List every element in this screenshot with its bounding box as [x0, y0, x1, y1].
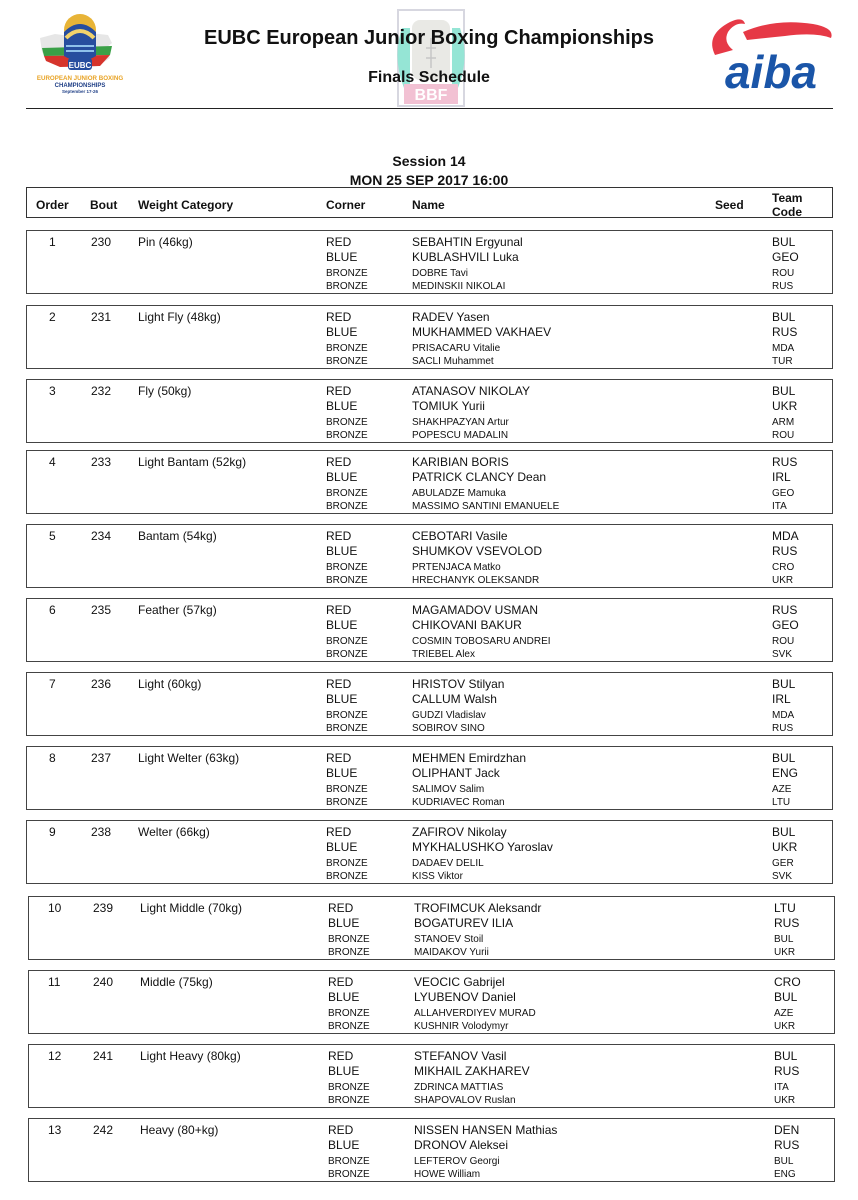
boxer-name-bronze: SOBIROV SINO	[412, 723, 485, 734]
bout-order: 9	[49, 825, 56, 839]
corner-blue: BLUE	[326, 470, 358, 484]
team-code-red: BUL	[772, 751, 796, 765]
boxer-name-bronze: SHAPOVALOV Ruslan	[414, 1095, 516, 1106]
boxer-name-bronze: KUSHNIR Volodymyr	[414, 1021, 509, 1032]
team-code-blue: GEO	[772, 618, 799, 632]
boxer-name-bronze: STANOEV Stoil	[414, 934, 484, 945]
bout-order: 4	[49, 455, 56, 469]
team-code-bronze: SVK	[772, 871, 793, 882]
boxer-name-blue: MIKHAIL ZAKHAREV	[414, 1064, 530, 1078]
corner-bronze: BRONZE	[328, 1156, 370, 1167]
boxer-name-red: NISSEN HANSEN Mathias	[414, 1123, 558, 1137]
corner-red: RED	[328, 975, 354, 989]
boxer-name-blue: BOGATUREV ILIA	[414, 916, 514, 930]
bout-number: 239	[93, 901, 114, 915]
boxer-name-bronze: SACLI Muhammet	[412, 356, 494, 367]
boxer-name-red: KARIBIAN BORIS	[412, 455, 509, 469]
boxer-name-red: RADEV Yasen	[412, 310, 490, 324]
corner-blue: BLUE	[326, 399, 358, 413]
team-code-bronze: MDA	[772, 710, 795, 721]
team-code-bronze: ARM	[772, 417, 795, 428]
boxer-name-red: STEFANOV Vasil	[414, 1049, 507, 1063]
boxer-name-blue: MYKHALUSHKO Yaroslav	[412, 840, 553, 854]
corner-blue: BLUE	[326, 250, 358, 264]
corner-blue: BLUE	[328, 1138, 360, 1152]
team-code-blue: BUL	[774, 990, 798, 1004]
bout-number: 231	[91, 310, 112, 324]
corner-bronze: BRONZE	[326, 797, 368, 808]
bout-row	[28, 970, 835, 1034]
corner-bronze: BRONZE	[328, 1008, 370, 1019]
corner-blue: BLUE	[328, 990, 360, 1004]
team-code-bronze: UKR	[774, 1095, 796, 1106]
boxer-name-red: MAGAMADOV USMAN	[412, 603, 539, 617]
boxer-name-bronze: POPESCU MADALIN	[412, 430, 509, 441]
boxer-name-blue: CALLUM Walsh	[412, 692, 497, 706]
weight-category: Pin (46kg)	[138, 235, 193, 249]
corner-red: RED	[326, 235, 352, 249]
boxer-name-bronze: DOBRE Tavi	[412, 268, 468, 279]
corner-bronze: BRONZE	[326, 501, 368, 512]
corner-bronze: BRONZE	[326, 430, 368, 441]
team-code-bronze: ITA	[772, 501, 787, 512]
bout-row	[26, 450, 833, 514]
corner-bronze: BRONZE	[326, 343, 368, 354]
boxer-name-bronze: MEDINSKII NIKOLAI	[412, 281, 506, 292]
bout-order: 8	[49, 751, 56, 765]
team-code-bronze: AZE	[774, 1008, 794, 1019]
corner-red: RED	[326, 751, 352, 765]
team-code-bronze: SVK	[772, 649, 793, 660]
bout-number: 230	[91, 235, 112, 249]
bout-number: 235	[91, 603, 112, 617]
boxer-name-red: SEBAHTIN Ergyunal	[412, 235, 523, 249]
bout-row	[26, 524, 833, 588]
boxer-name-bronze: GUDZI Vladislav	[412, 710, 486, 721]
corner-red: RED	[326, 455, 352, 469]
team-code-bronze: LTU	[772, 797, 791, 808]
team-code-bronze: GER	[772, 858, 794, 869]
corner-bronze: BRONZE	[326, 488, 368, 499]
column-header-row	[26, 187, 833, 218]
team-code-blue: IRL	[772, 470, 791, 484]
corner-blue: BLUE	[326, 325, 358, 339]
weight-category: Heavy (80+kg)	[140, 1123, 219, 1137]
boxer-name-blue: CHIKOVANI BAKUR	[412, 618, 522, 632]
boxer-name-blue: DRONOV Aleksei	[414, 1138, 509, 1152]
corner-bronze: BRONZE	[326, 268, 368, 279]
weight-category: Light Bantam (52kg)	[138, 455, 247, 469]
boxer-name-red: TROFIMCUK Aleksandr	[414, 901, 542, 915]
column-header-bout: Bout	[90, 198, 118, 212]
boxer-name-red: HRISTOV Stilyan	[412, 677, 505, 691]
column-header-order: Order	[36, 198, 69, 212]
boxer-name-bronze: SALIMOV Salim	[412, 784, 485, 795]
team-code-blue: ENG	[772, 766, 799, 780]
boxer-name-red: VEOCIC Gabrijel	[414, 975, 505, 989]
corner-bronze: BRONZE	[326, 649, 368, 660]
column-header-name: Name	[412, 198, 445, 212]
boxer-name-bronze: MAIDAKOV Yurii	[414, 947, 489, 958]
corner-red: RED	[326, 529, 352, 543]
corner-blue: BLUE	[326, 766, 358, 780]
bout-order: 5	[49, 529, 56, 543]
team-code-red: BUL	[772, 825, 796, 839]
bout-row	[28, 1118, 835, 1182]
document-subtitle: Finals Schedule	[368, 69, 490, 86]
boxer-name-blue: MUKHAMMED VAKHAEV	[412, 325, 552, 339]
bout-row	[28, 896, 835, 960]
boxer-name-bronze: LEFTEROV Georgi	[414, 1156, 500, 1167]
bout-row	[28, 1044, 835, 1108]
boxer-name-bronze: ALLAHVERDIYEV MURAD	[414, 1008, 536, 1019]
bout-row	[26, 305, 833, 369]
boxer-name-bronze: SHAKHPAZYAN Artur	[412, 417, 509, 428]
column-header-code: Code	[772, 205, 802, 219]
team-code-red: BUL	[774, 1049, 798, 1063]
team-code-bronze: GEO	[772, 488, 795, 499]
team-code-red: BUL	[772, 310, 796, 324]
corner-red: RED	[326, 603, 352, 617]
boxer-name-bronze: COSMIN TOBOSARU ANDREI	[412, 636, 551, 647]
team-code-red: RUS	[772, 455, 798, 469]
team-code-bronze: UKR	[774, 1021, 796, 1032]
boxer-name-blue: SHUMKOV VSEVOLOD	[412, 544, 543, 558]
column-header-seed: Seed	[715, 198, 744, 212]
boxer-name-red: ATANASOV NIKOLAY	[412, 384, 531, 398]
bout-order: 10	[48, 901, 62, 915]
corner-blue: BLUE	[328, 1064, 360, 1078]
weight-category: Fly (50kg)	[138, 384, 192, 398]
corner-blue: BLUE	[326, 544, 358, 558]
boxer-name-bronze: HRECHANYK OLEKSANDR	[412, 575, 540, 586]
corner-blue: BLUE	[326, 840, 358, 854]
corner-bronze: BRONZE	[326, 871, 368, 882]
corner-red: RED	[328, 901, 354, 915]
corner-bronze: BRONZE	[326, 417, 368, 428]
weight-category: Light Heavy (80kg)	[140, 1049, 241, 1063]
corner-bronze: BRONZE	[328, 1095, 370, 1106]
corner-bronze: BRONZE	[326, 636, 368, 647]
team-code-blue: UKR	[772, 840, 798, 854]
boxer-name-bronze: PRISACARU Vitalie	[412, 343, 501, 354]
team-code-blue: RUS	[774, 916, 800, 930]
bout-row	[26, 230, 833, 294]
svg-text:CHAMPIONSHIPS: CHAMPIONSHIPS	[54, 83, 106, 89]
team-code-bronze: RUS	[772, 723, 794, 734]
team-code-bronze: BUL	[774, 934, 794, 945]
team-code-bronze: ITA	[774, 1082, 789, 1093]
team-code-bronze: UKR	[772, 575, 794, 586]
svg-text:EUBC: EUBC	[68, 61, 92, 70]
svg-text:BBF: BBF	[414, 87, 448, 104]
corner-red: RED	[326, 825, 352, 839]
team-code-red: DEN	[774, 1123, 800, 1137]
header-divider	[26, 108, 833, 109]
boxer-name-bronze: PRTENJACA Matko	[412, 562, 501, 573]
boxer-name-blue: LYUBENOV Daniel	[414, 990, 516, 1004]
corner-blue: BLUE	[326, 692, 358, 706]
team-code-bronze: ROU	[772, 430, 795, 441]
bout-row	[26, 820, 833, 884]
team-code-blue: RUS	[772, 544, 798, 558]
boxer-name-red: MEHMEN Emirdzhan	[412, 751, 527, 765]
bout-row	[26, 672, 833, 736]
bout-order: 12	[48, 1049, 62, 1063]
boxer-name-bronze: KISS Viktor	[412, 871, 463, 882]
corner-red: RED	[326, 310, 352, 324]
weight-category: Bantam (54kg)	[138, 529, 217, 543]
team-code-bronze: BUL	[774, 1156, 794, 1167]
corner-red: RED	[328, 1049, 354, 1063]
boxer-name-bronze: HOWE William	[414, 1169, 481, 1180]
team-code-blue: RUS	[774, 1064, 800, 1078]
bout-number: 240	[93, 975, 114, 989]
boxer-name-red: CEBOTARI Vasile	[412, 529, 508, 543]
document-title: EUBC European Junior Boxing Championships	[203, 27, 655, 49]
team-code-red: BUL	[772, 677, 796, 691]
corner-bronze: BRONZE	[328, 1021, 370, 1032]
weight-category: Middle (75kg)	[140, 975, 213, 989]
svg-text:September 17-26: September 17-26	[61, 89, 99, 94]
corner-blue: BLUE	[326, 618, 358, 632]
boxer-name-blue: OLIPHANT Jack	[412, 766, 500, 780]
corner-bronze: BRONZE	[326, 281, 368, 292]
bout-number: 237	[91, 751, 112, 765]
team-code-blue: GEO	[772, 250, 799, 264]
bout-number: 232	[91, 384, 112, 398]
bout-order: 7	[49, 677, 56, 691]
svg-text:aiba: aiba	[724, 46, 818, 95]
bout-number: 236	[91, 677, 112, 691]
team-code-bronze: AZE	[772, 784, 792, 795]
boxer-name-bronze: DADAEV DELIL	[412, 858, 484, 869]
corner-bronze: BRONZE	[328, 947, 370, 958]
session-datetime: MON 25 SEP 2017 16:00	[349, 172, 509, 188]
corner-bronze: BRONZE	[326, 784, 368, 795]
team-code-red: BUL	[772, 384, 796, 398]
session-title: Session 14	[392, 153, 466, 169]
boxer-name-bronze: TRIEBEL Alex	[412, 649, 475, 660]
corner-bronze: BRONZE	[326, 575, 368, 586]
corner-red: RED	[326, 677, 352, 691]
team-code-blue: RUS	[772, 325, 798, 339]
team-code-bronze: ROU	[772, 636, 795, 647]
corner-bronze: BRONZE	[326, 723, 368, 734]
corner-bronze: BRONZE	[328, 934, 370, 945]
bout-order: 3	[49, 384, 56, 398]
team-code-red: MDA	[772, 529, 799, 543]
bout-order: 11	[48, 975, 61, 989]
corner-bronze: BRONZE	[326, 356, 368, 367]
boxer-name-bronze: ZDRINCA MATTIAS	[414, 1082, 504, 1093]
team-code-bronze: TUR	[772, 356, 793, 367]
bout-order: 2	[49, 310, 56, 324]
team-code-red: LTU	[774, 901, 796, 915]
corner-bronze: BRONZE	[328, 1082, 370, 1093]
team-code-bronze: ENG	[774, 1169, 796, 1180]
team-code-blue: UKR	[772, 399, 798, 413]
team-code-bronze: CRO	[772, 562, 795, 573]
corner-blue: BLUE	[328, 916, 360, 930]
column-header-team: Team	[772, 191, 803, 205]
weight-category: Light Fly (48kg)	[138, 310, 221, 324]
bout-row	[26, 379, 833, 443]
weight-category: Light (60kg)	[138, 677, 202, 691]
corner-bronze: BRONZE	[326, 562, 368, 573]
boxer-name-bronze: ABULADZE Mamuka	[412, 488, 506, 499]
bout-number: 234	[91, 529, 112, 543]
boxer-name-red: ZAFIROV Nikolay	[412, 825, 507, 839]
bout-row	[26, 746, 833, 810]
bout-order: 1	[49, 235, 56, 249]
boxer-name-blue: KUBLASHVILI Luka	[412, 250, 519, 264]
team-code-blue: RUS	[774, 1138, 800, 1152]
corner-red: RED	[328, 1123, 354, 1137]
weight-category: Light Welter (63kg)	[138, 751, 240, 765]
boxer-name-blue: PATRICK CLANCY Dean	[412, 470, 547, 484]
boxer-name-bronze: KUDRIAVEC Roman	[412, 797, 505, 808]
team-code-bronze: ROU	[772, 268, 795, 279]
team-code-bronze: MDA	[772, 343, 795, 354]
team-code-bronze: RUS	[772, 281, 794, 292]
team-code-red: BUL	[772, 235, 796, 249]
bout-number: 241	[93, 1049, 114, 1063]
bout-number: 242	[93, 1123, 114, 1137]
weight-category: Light Middle (70kg)	[140, 901, 243, 915]
bbf-logo	[396, 8, 466, 108]
boxer-name-blue: TOMIUK Yurii	[412, 399, 485, 413]
corner-bronze: BRONZE	[326, 710, 368, 721]
column-header-weight: Weight Category	[138, 198, 234, 212]
bbf-emblem-icon	[396, 8, 466, 108]
column-header-corner: Corner	[326, 198, 366, 212]
bout-number: 238	[91, 825, 112, 839]
weight-category: Welter (66kg)	[138, 825, 210, 839]
svg-text:EUROPEAN JUNIOR BOXING: EUROPEAN JUNIOR BOXING	[36, 75, 124, 82]
team-code-blue: IRL	[772, 692, 791, 706]
bout-number: 233	[91, 455, 112, 469]
weight-category: Feather (57kg)	[138, 603, 217, 617]
team-code-red: RUS	[772, 603, 798, 617]
bout-order: 13	[48, 1123, 62, 1137]
team-code-red: CRO	[774, 975, 801, 989]
team-code-bronze: UKR	[774, 947, 796, 958]
corner-red: RED	[326, 384, 352, 398]
corner-bronze: BRONZE	[328, 1169, 370, 1180]
corner-bronze: BRONZE	[326, 858, 368, 869]
bout-row	[26, 598, 833, 662]
bout-order: 6	[49, 603, 56, 617]
boxer-name-bronze: MASSIMO SANTINI EMANUELE	[412, 501, 560, 512]
